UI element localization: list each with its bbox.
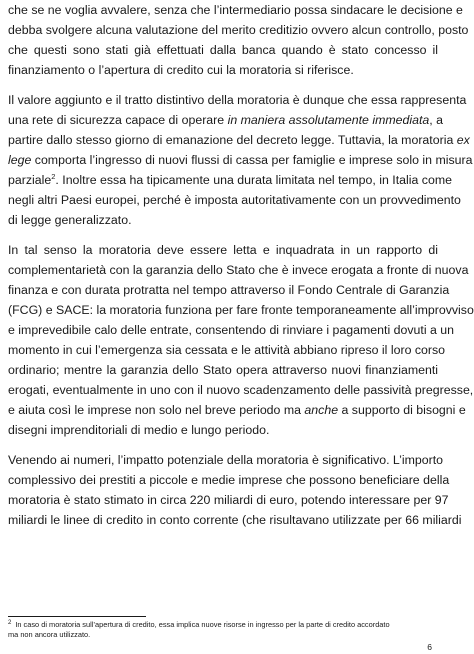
text-line: e imprevedibile calo delle entrate, consentendo di rinviare i pagamenti dovuti a un [8, 323, 455, 337]
text-line: moratoria è stato stimato in circa 220 miliardi di euro, potendo interessare per 97 [8, 493, 449, 507]
footnote [8, 620, 436, 640]
footnote-separator [8, 616, 146, 617]
text-line: che se ne voglia avvalere, senza che l’intermediario possa sindacare le decisione e [8, 3, 463, 17]
text-line: finanziamento o l’apertura di credito cui la moratoria si riferisce. [8, 63, 354, 77]
italic-phrase: lege [8, 153, 32, 167]
italic-phrase: ex [456, 133, 470, 147]
text-line: disegni imprenditoriali di medio e lungo periodo. [8, 423, 270, 437]
footnote-number: 2 [8, 619, 12, 626]
footnote-reference: 2 [51, 171, 56, 181]
text-line: (FCG) e SACE: la moratoria funziona per fare fronte temporaneamente all’improvviso [8, 303, 474, 317]
text-line: miliardi le linee di credito in conto corrente (che risultavano utilizzate per 66 miliardi [8, 513, 462, 527]
text-line: che questi sono stati già effettuati dalla banca quando è stato concesso il [8, 43, 438, 57]
text-line: negli altri Paesi europei, perché è imposta autoritativamente con un provvedimento [8, 193, 461, 207]
paragraph-4 [8, 450, 462, 530]
text-line: In tal senso la moratoria deve essere letta e inquadrata in un rapporto di [8, 243, 438, 257]
footnote-line: $^2$ In caso di moratoria sull’apertura di credito, essa implica nuove risorse in ingresso per la parte di credito accordato [8, 619, 390, 629]
text-line: Venendo ai numeri, l’impatto potenziale della moratoria è significativo. L’importo [8, 453, 444, 467]
italic-phrase: anche [304, 403, 339, 417]
text-line: di legge generalizzato. [8, 213, 132, 227]
text-line: finanza e con durata protratta nel tempo attraverso il Fondo Centrale di Garanzia [8, 283, 450, 297]
text-line: complessivo dei prestiti a piccole e medie imprese che possono beneficiare della [8, 473, 450, 487]
text-line: partire dallo stesso giorno di emanazione del decreto legge. Tuttavia, la moratoria ex [8, 133, 470, 147]
italic-phrase: in maniera assolutamente immediata [227, 113, 430, 127]
text-line: parziale$^2$. Inoltre essa ha tipicamente una durata limitata nel tempo, in Italia come [8, 171, 452, 187]
paragraph-1 [8, 0, 469, 80]
paragraph-3 [8, 240, 474, 440]
text-line: lege comporta l’ingresso di nuovi flussi di cassa per famiglie e imprese solo in misura [8, 153, 473, 167]
paragraph-2 [8, 90, 473, 230]
text-line: complementarietà con la garanzia dello Stato che è invece erogata a fronte di nuova [8, 263, 469, 277]
text-line: e aiuta così le imprese non solo nel breve periodo ma anche a supporto di bisogni e [8, 403, 466, 417]
text-line: Il valore aggiunto e il tratto distintivo della moratoria è dunque che essa rappresenta [8, 93, 467, 107]
text-line: ordinario; mentre la garanzia dello Stato opera attraverso nuovi finanziamenti [8, 363, 438, 377]
body-text [8, 0, 474, 530]
text-line: una rete di sicurezza capace di operare in maniera assolutamente immediata, a [8, 113, 444, 127]
text-line: erogati, eventualmente in uno con il nuovo scadenzamento delle passività pregresse, [8, 383, 474, 397]
page-number: 6 [427, 642, 432, 652]
text-line: momento in cui l’emergenza sia cessata e le attività abbiano ripreso il loro corso [8, 343, 446, 357]
footnote-line: ma non ancora utilizzato. [8, 630, 91, 639]
text-line: debba svolgere alcuna valutazione del merito creditizio ovvero alcun controllo, posto [8, 23, 469, 37]
